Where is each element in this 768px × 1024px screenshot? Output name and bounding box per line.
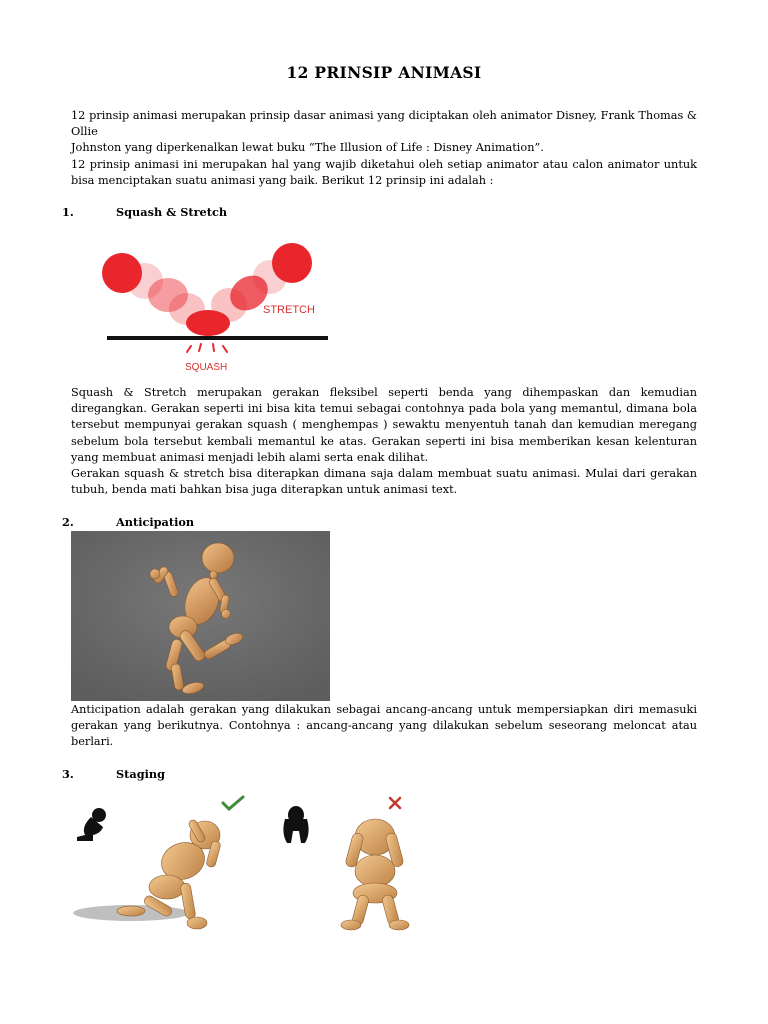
section-2-body [71,702,697,751]
section-1-paragraph: Squash & Stretch merupakan gerakan fleksibel seperti benda yang dihempaskan dan kemudian diregangkan. Gerakan seperti ini bisa kita temui sebagai contohnya pada bola yang memantul, dimana bola tersebut mempunyai gerakan squash ( menghempas ) sewaktu menyentuh tanah dan kemudian meregang sebelum bola tersebut kembali memantul ke atas. Gerakan seperti ini bisa memberikan kesan kelenturan yang membuat animasi menjadi lebih alami serta enak dilihat. [71,386,697,464]
section-1-paragraph: Gerakan squash & stretch bisa diterapkan dimana saja dalam membuat suatu animasi. Mulai dari gerakan tubuh, benda mati bahkan bisa juga diterapkan untuk animasi text. [71,467,697,497]
section-3-heading [62,767,165,781]
ball-squash [186,310,230,336]
intro-line-3: 12 prinsip animasi ini merupakan hal yang wajib diketahui oleh setiap animator atau calon animator untuk bisa menciptakan suatu animasi yang baik. Berikut 12 prinsip ini adalah : [71,157,697,187]
staging-figure [71,787,427,943]
section-number: 1. [62,205,74,219]
intro-paragraph [71,108,697,189]
squash-label: SQUASH [185,362,228,373]
section-title: Squash & Stretch [116,205,228,219]
squash-stretch-figure [71,225,353,377]
section-2-heading [62,515,194,529]
section-2-paragraph: Anticipation adalah gerakan yang dilakukan sebagai ancang-ancang untuk mempersiapkan diri memasuki gerakan yang berikutnya. Contohnya : ancang-ancang yang dilakukan sebelum seseorang meloncat atau berlari. [71,703,697,749]
anticipation-figure [71,531,330,701]
section-number: 2. [62,515,74,529]
section-1-body [71,385,697,498]
stretch-label: STRETCH [263,304,315,316]
intro-line-1: 12 prinsip animasi merupakan prinsip dasar animasi yang diciptakan oleh animator Disney, Frank Thomas & Ollie [71,109,697,139]
section-1-heading [62,205,227,219]
ball-end [272,243,312,283]
section-title: Anticipation [116,515,195,529]
section-title: Staging [116,767,165,781]
ball-start [102,253,142,293]
ground-line [107,336,328,340]
intro-line-2: Johnston yang diperkenalkan lewat buku “The Illusion of Life : Disney Animation”. [71,141,544,155]
page-title: 12 PRINSIP ANIMASI [286,63,482,82]
section-number: 3. [62,767,74,781]
